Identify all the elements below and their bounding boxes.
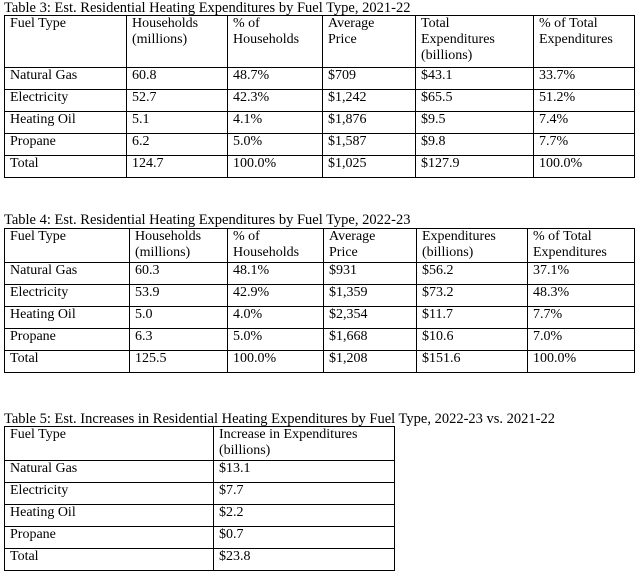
column-header-line: Total [421,16,450,31]
table-row [5,307,635,329]
column-header-line: % of [233,229,260,244]
table-cell: $709 [323,68,416,90]
table-row [5,285,635,307]
table-cell: $1,668 [324,329,417,351]
column-header-line: (billions) [219,443,271,458]
row-label-cell: Electricity [5,285,130,307]
column-header [130,229,228,263]
row-label-cell: Heating Oil [5,505,214,527]
table-cell: 7.4% [534,112,635,134]
table-cell: $1,242 [323,90,416,112]
column-header [416,16,534,68]
table-cell: $2.2 [214,505,395,527]
row-label-cell: Electricity [5,483,214,505]
table-row [5,549,395,571]
column-header-line: Households [135,229,202,244]
column-header-line: Increase in Expenditures [219,427,358,442]
column-header-line: Households [233,245,300,260]
row-label-cell: Natural Gas [5,461,214,483]
table-cell: $1,359 [324,285,417,307]
row-label-cell: Propane [5,134,127,156]
column-header [5,229,130,263]
column-header-line: % of [233,16,260,31]
table-cell: 5.0% [228,329,324,351]
table-cell: $151.6 [417,351,528,373]
column-header-line: Average [329,229,376,244]
column-header-line: (billions) [421,48,473,63]
table-cell: 42.9% [228,285,324,307]
column-header [228,16,323,68]
table-cell: 7.0% [528,329,635,351]
column-header-line: Households [233,32,300,47]
row-label-cell: Total [5,351,130,373]
column-header-line: Expenditures [422,229,496,244]
table-cell: $65.5 [416,90,534,112]
column-header-line: (billions) [422,245,474,260]
table-cell: $1,876 [323,112,416,134]
table-cell: $10.6 [417,329,528,351]
table-cell: 100.0% [228,351,324,373]
table-3 [4,15,635,178]
table-cell: $23.8 [214,549,395,571]
table-cell: 4.0% [228,307,324,329]
table-cell: 37.1% [528,263,635,285]
table-row [5,505,395,527]
column-header [214,427,395,461]
column-header-line: Households [132,16,199,31]
column-header-line: Expenditures [539,32,613,47]
table-cell: 100.0% [528,351,635,373]
column-header [528,229,635,263]
table-cell: 100.0% [534,156,635,178]
row-label-cell: Natural Gas [5,263,130,285]
table-cell: $1,587 [323,134,416,156]
table-row [5,483,395,505]
row-label-cell: Total [5,549,214,571]
header-row [5,16,635,68]
table-cell: 48.1% [228,263,324,285]
table-cell: 60.8 [127,68,228,90]
table-cell: $11.7 [417,307,528,329]
column-header-line: Fuel Type [10,229,66,244]
table-cell: 5.0% [228,134,323,156]
table-row [5,461,395,483]
table-cell: 100.0% [228,156,323,178]
table-cell: 5.0 [130,307,228,329]
column-header-line: Fuel Type [10,16,66,31]
table-cell: $7.7 [214,483,395,505]
row-label-cell: Propane [5,329,130,351]
column-header-line: (millions) [132,32,188,47]
table-row [5,156,635,178]
table-cell: 6.3 [130,329,228,351]
table-cell: 33.7% [534,68,635,90]
table-4 [4,228,635,373]
column-header [228,229,324,263]
table-3-caption: Table 3: Est. Residential Heating Expenditures by Fuel Type, 2021-22 [4,0,411,16]
table-cell: 5.1 [127,112,228,134]
table-cell: 51.2% [534,90,635,112]
table-cell: 52.7 [127,90,228,112]
table-cell: $2,354 [324,307,417,329]
table-cell: 7.7% [534,134,635,156]
column-header [323,16,416,68]
column-header-line: % of Total [539,16,598,31]
column-header [324,229,417,263]
column-header-line: % of Total [533,229,592,244]
table-cell: $931 [324,263,417,285]
table-5 [4,426,395,571]
column-header-line: Price [328,32,357,47]
row-label-cell: Natural Gas [5,68,127,90]
table-row [5,134,635,156]
table-row [5,68,635,90]
column-header [534,16,635,68]
table-cell: $9.5 [416,112,534,134]
table-row [5,329,635,351]
table-cell: $1,208 [324,351,417,373]
table-cell: 60.3 [130,263,228,285]
column-header [127,16,228,68]
table-row [5,351,635,373]
column-header-line: Expenditures [533,245,607,260]
table-cell: $43.1 [416,68,534,90]
column-header [417,229,528,263]
row-label-cell: Propane [5,527,214,549]
table-row [5,263,635,285]
table-cell: 124.7 [127,156,228,178]
header-row [5,427,395,461]
table-cell: $56.2 [417,263,528,285]
table-cell: $9.8 [416,134,534,156]
table-cell: 42.3% [228,90,323,112]
row-label-cell: Total [5,156,127,178]
column-header [5,427,214,461]
table-cell: 125.5 [130,351,228,373]
table-cell: $73.2 [417,285,528,307]
table-cell: 48.3% [528,285,635,307]
table-cell: $127.9 [416,156,534,178]
table-row [5,112,635,134]
column-header-line: Expenditures [421,32,495,47]
table-cell: 6.2 [127,134,228,156]
column-header-line: Price [329,245,358,260]
column-header-line: Average [328,16,375,31]
table-cell: 4.1% [228,112,323,134]
row-label-cell: Electricity [5,90,127,112]
table-cell: $13.1 [214,461,395,483]
column-header [5,16,127,68]
column-header-line: (millions) [135,245,191,260]
column-header-line: Fuel Type [10,427,66,442]
table-cell: 53.9 [130,285,228,307]
header-row [5,229,635,263]
table-row [5,90,635,112]
table-5-caption: Table 5: Est. Increases in Residential Heating Expenditures by Fuel Type, 2022-23 vs. 2021-22 [4,411,556,427]
table-row [5,527,395,549]
row-label-cell: Heating Oil [5,112,127,134]
table-cell: $1,025 [323,156,416,178]
row-label-cell: Heating Oil [5,307,130,329]
table-cell: $0.7 [214,527,395,549]
table-cell: 7.7% [528,307,635,329]
table-cell: 48.7% [228,68,323,90]
table-4-caption: Table 4: Est. Residential Heating Expenditures by Fuel Type, 2022-23 [4,212,411,228]
